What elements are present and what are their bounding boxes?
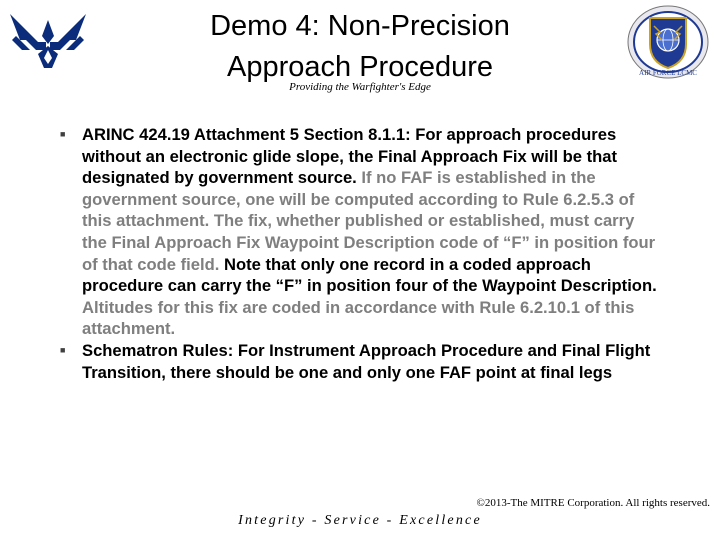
bullet-item-schematron	[60, 340, 660, 383]
bullet-item-arinc	[60, 124, 660, 340]
page-title	[150, 6, 570, 88]
page-subtitle: Providing the Warfighter's Edge	[289, 81, 431, 93]
air-force-wings-logo	[8, 6, 88, 72]
bullet-marker-icon: ■	[60, 344, 66, 355]
bullet-text-segment: Altitudes for this fix are coded in accordance with Rule 6.2.10.1 of this attachment.	[82, 297, 635, 339]
title-line-1: Demo 4: Non-Precision	[210, 10, 510, 42]
seal-text: AIR FORCE LCMC	[639, 69, 697, 77]
footer-motto: Integrity - Service - Excellence	[238, 513, 482, 528]
seal-icon	[626, 4, 710, 80]
air-force-wings-icon	[8, 6, 88, 72]
bullet-marker-icon: ■	[60, 129, 66, 139]
bullet-text-segment: Note that only one record in a coded approach procedure can carry the “F” in position four of the Waypoint Description.	[82, 254, 657, 296]
copyright-notice: ©2013-The MITRE Corporation. All rights reserved.	[476, 497, 710, 509]
air-force-seal-logo	[626, 4, 710, 80]
bullet-text-segment: If no FAF is established in the government source, one will be computed according to Rule 6.2.5.3 of this attachment. The fix, whether published or established, must carry the Final Approach Fix Waypoint Description code of “F” in position four of that code field.	[82, 168, 656, 274]
bullet-list	[60, 124, 660, 383]
title-line-2: Approach Procedure	[227, 51, 493, 83]
bullet-text-segment: ARINC 424.19 Attachment 5 Section 8.1.1: For approach procedures without an electronic glide slope, the Final Approach Fix will be that designated by government source.	[82, 125, 618, 188]
bullet-text-segment: Schematron Rules: For Instrument Approach Procedure and Final Flight Transition, there should be one and only one FAF point at final legs	[82, 340, 651, 382]
